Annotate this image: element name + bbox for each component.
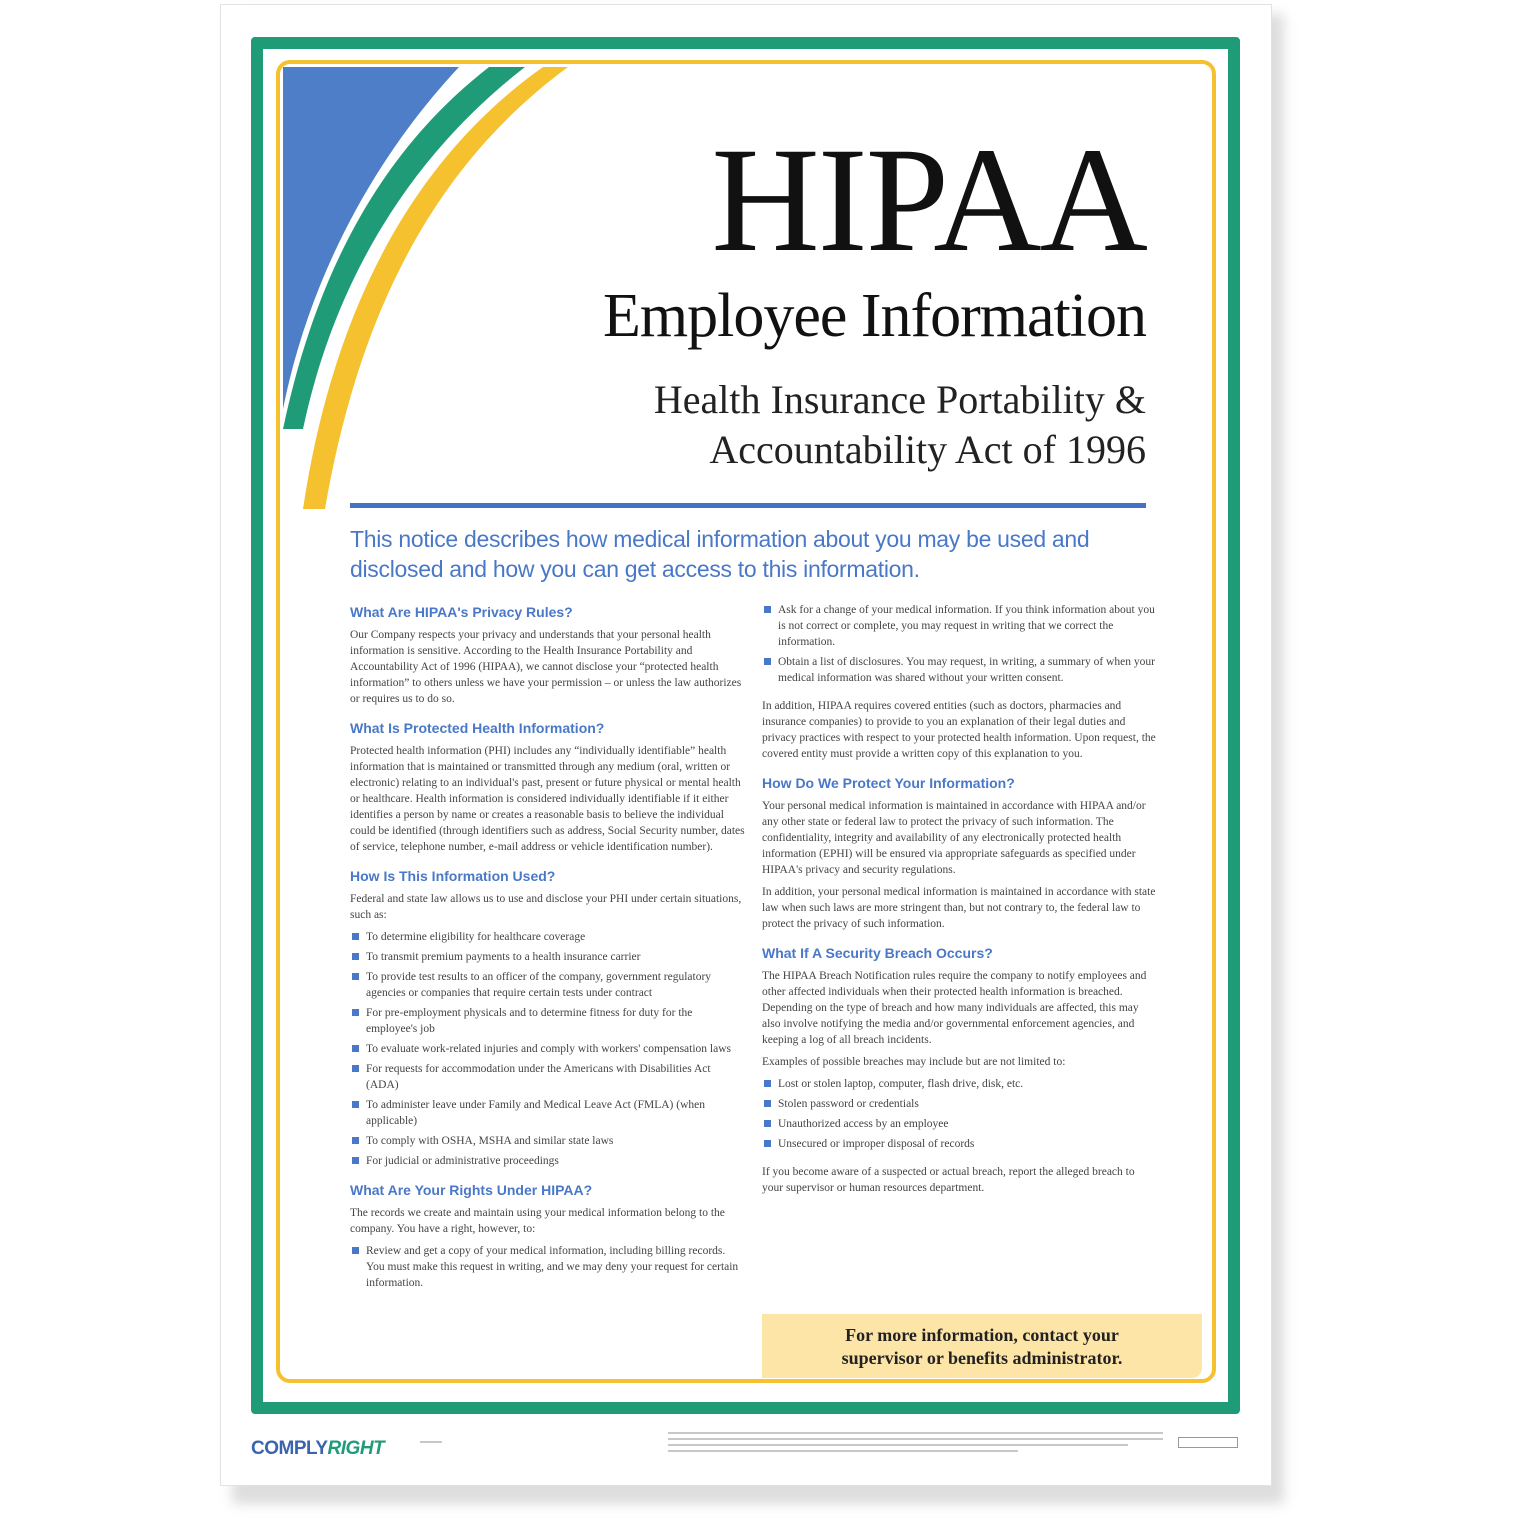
section-heading-privacy-rules: What Are HIPAA's Privacy Rules? — [350, 604, 573, 620]
section-body-breach-1: The HIPAA Breach Notification rules require the company to notify employees and other affected individuals when their protected health information is breached. Depending on the type of breach and how many individuals are affected, this may also involve notifying the media and/or governmental enforcement agencies, and keeping a log of all breach incidents. — [762, 970, 1147, 1046]
logo-part2: RIGHT — [327, 1438, 385, 1459]
list-item: Ask for a change of your medical information. If you think information about you is not correct or complete, you may request in writing that we correct the information. — [762, 602, 1158, 650]
logo-part1: COMPLY — [251, 1438, 328, 1459]
list-item: To comply with OSHA, MSHA and similar state laws — [350, 1133, 745, 1149]
list-item: Stolen password or credentials — [762, 1096, 1158, 1112]
list-item: For requests for accommodation under the Americans with Disabilities Act (ADA) — [350, 1061, 745, 1093]
breach-examples-list — [762, 1076, 1158, 1152]
divider-rule — [350, 503, 1146, 508]
fine-print-line — [668, 1444, 1128, 1446]
contact-box — [762, 1314, 1202, 1378]
list-item: Obtain a list of disclosures. You may request, in writing, a summary of when your medical information was shared without your written consent. — [762, 654, 1158, 686]
left-column — [350, 603, 745, 1303]
act-name-line1: Health Insurance Portability & — [653, 377, 1146, 422]
section-body-breach-2: Examples of possible breaches may include but are not limited to: — [762, 1056, 1066, 1068]
fine-print-line — [668, 1432, 1163, 1434]
list-item: Lost or stolen laptop, computer, flash drive, disk, etc. — [762, 1076, 1158, 1092]
list-item: Review and get a copy of your medical information, including billing records. You must make this request in writing, and we may deny your request for certain information. — [350, 1243, 745, 1291]
poster-subtitle: Employee Information — [603, 282, 1146, 350]
poster-title: HIPAA — [711, 117, 1146, 283]
fine-print-code — [420, 1441, 442, 1443]
list-item: Unsecured or improper disposal of records — [762, 1136, 1158, 1152]
list-item: For pre-employment physicals and to determine fitness for duty for the employee's job — [350, 1005, 745, 1037]
list-item: To transmit premium payments to a health insurance carrier — [350, 949, 745, 965]
section-body-breach-3: If you become aware of a suspected or actual breach, report the alleged breach to your supervisor or human resources department. — [762, 1166, 1135, 1194]
rights-list-continued — [762, 602, 1158, 686]
publisher-badge — [1178, 1437, 1238, 1448]
covered-entities-paragraph: In addition, HIPAA requires covered entities (such as doctors, pharmacies and insurance companies) to provide to you an explanation of their legal duties and privacy practices with respect to your protected health information. Upon request, the covered entity must provide a written copy of this explanation to you. — [762, 700, 1156, 760]
section-heading-info-used: How Is This Information Used? — [350, 868, 556, 884]
section-heading-rights: What Are Your Rights Under HIPAA? — [350, 1182, 593, 1198]
list-item: To administer leave under Family and Medical Leave Act (FMLA) (when applicable) — [350, 1097, 745, 1129]
list-item: To provide test results to an officer of the company, government regulatory agencies or companies that require certain tests under contract — [350, 969, 745, 1001]
complyright-logo — [251, 1438, 384, 1460]
section-heading-breach: What If A Security Breach Occurs? — [762, 945, 993, 961]
section-body-rights: The records we create and maintain using your medical information belong to the company. You have a right, however, to: — [350, 1207, 725, 1235]
list-item: To determine eligibility for healthcare coverage — [350, 929, 745, 945]
list-item: For judicial or administrative proceedings — [350, 1153, 745, 1169]
uses-list — [350, 929, 745, 1169]
fine-print-line — [668, 1450, 1018, 1452]
intro-notice: This notice describes how medical information about you may be used and disclosed and how you can get access to this information. — [350, 526, 1090, 582]
section-heading-phi: What Is Protected Health Information? — [350, 720, 605, 736]
act-name-line2: Accountability Act of 1996 — [709, 427, 1146, 472]
section-body-privacy-rules: Our Company respects your privacy and understands that your personal health information is sensitive. According to the Health Insurance Portability and Accountability Act of 1996 (HIPAA), we cannot disclose your “protected health information” to others unless we have your permission – or unless the law authorizes or requires us to do so. — [350, 629, 742, 705]
section-body-info-used: Federal and state law allows us to use and disclose your PHI under certain situations, such as: — [350, 893, 742, 921]
section-body-protect-1: Your personal medical information is maintained in accordance with HIPAA and/or any other state or federal law to protect the privacy of such information. The confidentiality, integrity and availability of any electronically protected health information (EPHI) will be ensured via appropriate safeguards as specified under HIPAA's privacy and security regulations. — [762, 800, 1146, 876]
section-heading-protect: How Do We Protect Your Information? — [762, 775, 1015, 791]
contact-line1: For more information, contact your — [845, 1325, 1119, 1345]
right-column — [762, 602, 1158, 1208]
rights-list — [350, 1243, 745, 1291]
section-body-protect-2: In addition, your personal medical information is maintained in accordance with state law when such laws are more stringent than, but not contrary to, the federal law to protect the privacy of such information. — [762, 886, 1156, 930]
list-item: Unauthorized access by an employee — [762, 1116, 1158, 1132]
act-name — [654, 375, 1146, 475]
list-item: To evaluate work-related injuries and comply with workers' compensation laws — [350, 1041, 745, 1057]
section-body-phi: Protected health information (PHI) includes any “individually identifiable” health information that is maintained or transmitted through any medium (oral, written or electronic) relating to an individual's past, present or future physical or mental health or healthcare. Health information is considered individually identifiable if it either identifies a person by name or creates a reasonable basis to believe the individual could be identified (through identifiers such as address, Social Security number, dates of service, telephone number, e-mail address or vehicle identification number). — [350, 745, 745, 853]
contact-line2: supervisor or benefits administrator. — [841, 1348, 1123, 1368]
fine-print-line — [668, 1438, 1163, 1440]
